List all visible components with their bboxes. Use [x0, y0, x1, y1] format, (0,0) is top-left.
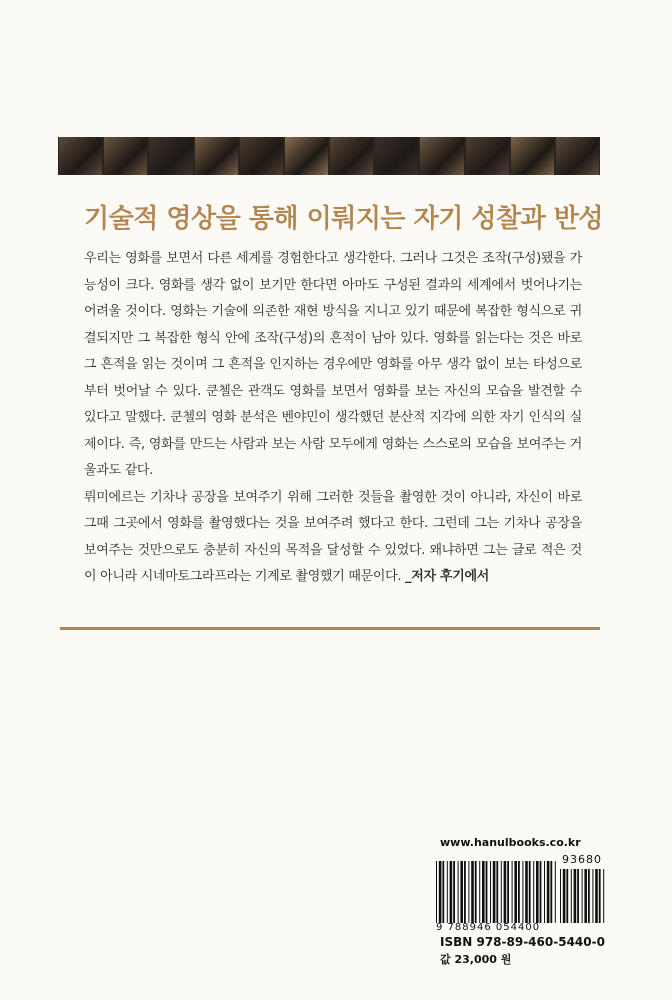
film-frame — [149, 137, 192, 175]
barcode-bar — [525, 861, 528, 923]
barcode-bar — [464, 861, 466, 923]
barcode-bar — [582, 869, 583, 923]
barcode-bar — [442, 861, 444, 923]
ean-digits: 9 788946 054400 — [436, 922, 541, 933]
barcode-bar — [479, 861, 480, 923]
price: 값 23,000 원 — [440, 953, 512, 966]
barcode-bar — [536, 861, 539, 923]
barcode-bar — [447, 861, 448, 923]
barcode-bar — [544, 861, 545, 923]
barcode-bar — [475, 861, 477, 923]
film-frame — [195, 137, 238, 175]
barcode-bar — [592, 869, 593, 923]
film-frame — [104, 137, 147, 175]
barcode-bar — [453, 861, 455, 923]
barcode-bar — [599, 869, 601, 923]
paragraph-2-text: 뤼미에르는 기차나 공장을 보여주기 위해 그러한 것들을 촬영한 것이 아니라, 자신이 바로 그때 그곳에서 영화를 촬영했다는 것을 보여주려 했다고 한다. 그런데 그는 기차나 공장을 보여주는 것만으로도 충분히 자신의 목적을 달성할 수 있었다. 왜냐하면 그는 글로 적은 것이 아니라 시네마토그라프라는 기계로 촬영했기 때문이다. — [84, 489, 582, 584]
barcode-bar — [468, 861, 469, 923]
barcode-bar — [482, 861, 485, 923]
barcode-bar — [533, 861, 534, 923]
film-frame — [285, 137, 328, 175]
barcode-bar — [577, 869, 579, 923]
barcode-bar — [496, 861, 498, 923]
publisher-url: www.hanulbooks.co.kr — [440, 836, 581, 849]
barcode-bar — [458, 861, 459, 923]
barcode-bar — [550, 861, 552, 923]
paragraph-1: 우리는 영화를 보면서 다른 세계를 경험한다고 생각한다. 그러나 그것은 조작(구성)됐을 가능성이 크다. 영화를 생각 없이 보기만 한다면 아마도 구성된 결과의 세계에서 벗어나기는 어려울 것이다. 영화는 기술에 의존한 재현 방식을 지니고 있기 때문에 복잡한 형식으로 귀결되지만 그 복잡한 형식 안에 조작(구성)의 흔적이 남아 있다. 영화를 읽는다는 것은 바로 그 흔적을 읽는 것이며 그 흔적을 인지하는 경우에만 영화를 아무 생각 없이 보는 타성으로부터 벗어날 수 있다. 쿤첼은 관객도 영화를 보면서 영화를 보는 자신의 모습을 발견할 수 있다고 말했다. 쿤첼의 영화 분석은 벤야민이 생각했던 분산적 지각에 의한 자기 인식의 실제이다. 즉, 영화를 만드는 사람과 보는 사람 모두에게 영화는 스스로의 모습을 보여주는 거울과도 같다. — [84, 251, 582, 478]
barcode-bar — [563, 869, 566, 923]
film-frame — [240, 137, 283, 175]
film-frame — [556, 137, 599, 175]
barcode-bar — [514, 861, 517, 923]
barcode-bar — [522, 861, 523, 923]
addon-barcode-icon — [560, 869, 606, 923]
barcode-bar — [490, 861, 491, 923]
barcode-bar — [574, 869, 577, 923]
barcode-block — [436, 836, 606, 967]
barcode-bar — [566, 869, 568, 923]
barcode-bar — [518, 861, 520, 923]
barcode-bar — [571, 869, 572, 923]
barcode-bar — [595, 869, 598, 923]
barcode-bar — [584, 869, 587, 923]
headline: 기술적 영상을 통해 이뤄지는 자기 성찰과 반성 — [84, 204, 604, 234]
film-frame — [420, 137, 463, 175]
paragraph-2 — [84, 485, 582, 591]
barcode-bar — [439, 861, 442, 923]
isbn: ISBN 978-89-460-5440-0 — [440, 935, 605, 949]
film-strip — [58, 137, 600, 175]
barcode-bar — [486, 861, 488, 923]
barcode-bar — [560, 869, 561, 923]
barcode-bar — [547, 861, 550, 923]
barcode-bar — [504, 861, 507, 923]
barcode-bar — [471, 861, 474, 923]
ean-barcode-icon — [436, 861, 556, 923]
barcodes — [436, 853, 606, 933]
barcode-bar — [603, 869, 604, 923]
film-frame — [375, 137, 418, 175]
barcode-bar — [501, 861, 502, 923]
barcode-bar — [540, 861, 542, 923]
barcode-bar — [460, 861, 463, 923]
barcode-bar — [588, 869, 590, 923]
barcode-bar — [512, 861, 513, 923]
film-frame — [330, 137, 373, 175]
film-frame — [511, 137, 554, 175]
barcode-bar — [493, 861, 496, 923]
divider — [60, 627, 600, 630]
addon-digits: 93680 — [562, 853, 602, 866]
film-frame — [466, 137, 509, 175]
barcode-bar — [555, 861, 556, 923]
barcode-bar — [529, 861, 531, 923]
barcode-bar — [507, 861, 509, 923]
film-frame — [59, 137, 102, 175]
barcode-bar — [436, 861, 437, 923]
source-credit: _저자 후기에서 — [405, 569, 490, 584]
body-text — [84, 246, 582, 591]
barcode-bar — [450, 861, 453, 923]
